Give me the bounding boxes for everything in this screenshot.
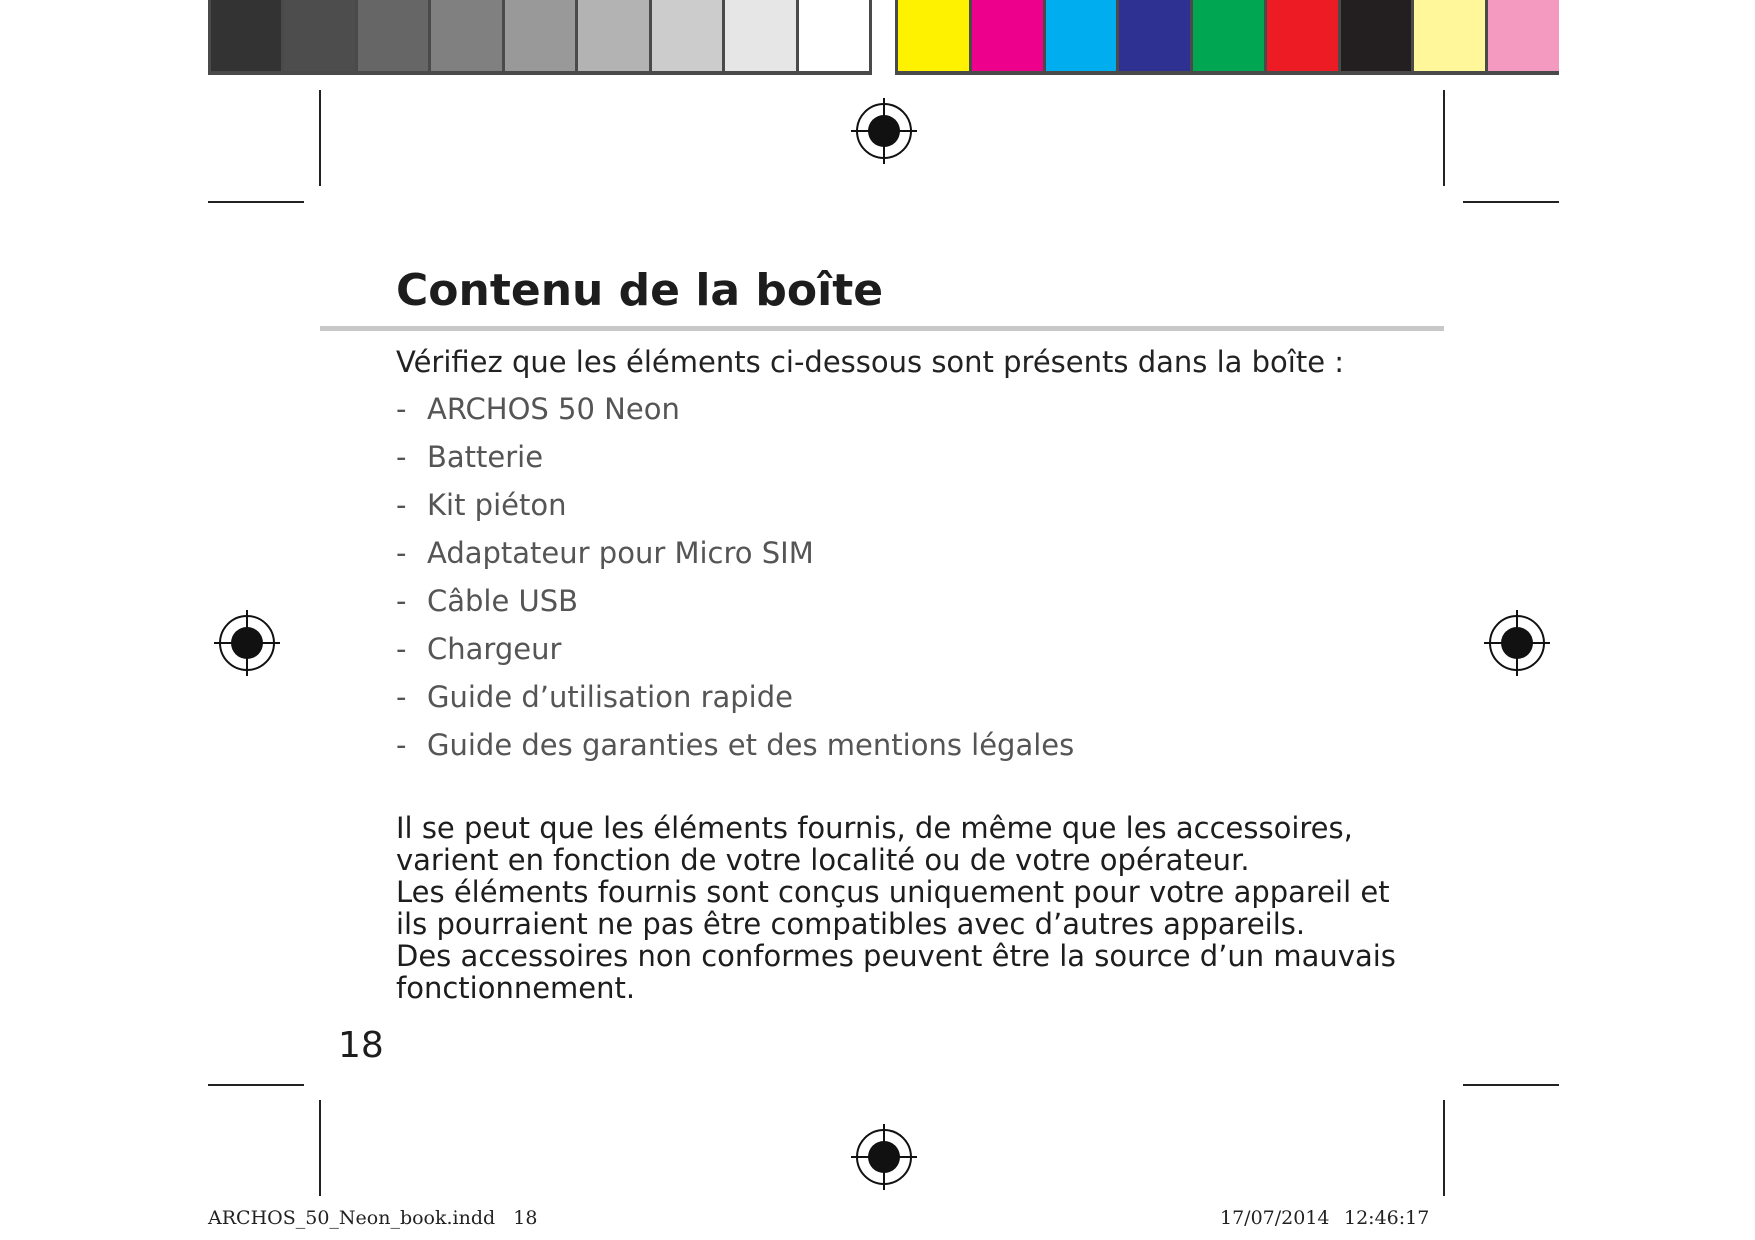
list-item-label: Kit piéton	[427, 488, 567, 522]
registration-mark-icon	[1484, 610, 1550, 676]
color-swatch	[1193, 0, 1264, 71]
color-swatch	[1488, 0, 1559, 71]
list-dash: -	[396, 392, 407, 426]
list-item-label: ARCHOS 50 Neon	[427, 392, 680, 426]
slug-date: 17/07/2014	[1220, 1207, 1330, 1229]
grayscale-calibration-bar	[208, 0, 872, 75]
list-item	[396, 536, 1074, 584]
registration-mark-icon	[214, 610, 280, 676]
list-dash: -	[396, 680, 407, 714]
gray-swatch	[725, 0, 795, 71]
list-dash: -	[396, 584, 407, 618]
box-contents-list	[396, 392, 1074, 776]
list-item	[396, 680, 1074, 728]
intro-text: Vérifiez que les éléments ci-dessous sont présents dans la boîte :	[396, 345, 1345, 379]
list-item-label: Guide des garanties et des mentions légales	[427, 728, 1075, 762]
gray-swatch	[578, 0, 648, 71]
list-item-label: Batterie	[427, 440, 544, 474]
list-dash: -	[396, 728, 407, 762]
color-swatch	[1267, 0, 1338, 71]
gray-swatch	[652, 0, 722, 71]
list-item	[396, 392, 1074, 440]
crop-mark	[319, 90, 321, 186]
color-swatch	[1046, 0, 1117, 71]
registration-mark-icon	[851, 1124, 917, 1190]
color-swatch	[1414, 0, 1485, 71]
list-item-label: Câble USB	[427, 584, 579, 618]
disclaimer-note	[396, 812, 1396, 1004]
list-dash: -	[396, 488, 407, 522]
gray-swatch	[211, 0, 281, 71]
note-paragraph: Les éléments fournis sont conçus uniquement pour votre appareil et ils pourraient ne pas être compatibles avec d’autres appareils.	[396, 875, 1390, 941]
list-item-label: Guide d’utilisation rapide	[427, 680, 793, 714]
note-paragraph: Des accessoires non conformes peuvent être la source d’un mauvais fonctionnement.	[396, 939, 1396, 1005]
gray-swatch	[431, 0, 501, 71]
note-paragraph: Il se peut que les éléments fournis, de même que les accessoires, varient en fonction de votre localité ou de votre opérateur.	[396, 811, 1353, 877]
gray-swatch	[799, 0, 869, 71]
list-item	[396, 488, 1074, 536]
gray-swatch	[284, 0, 354, 71]
slug-filename: ARCHOS_50_Neon_book.indd 18	[208, 1207, 538, 1229]
crop-mark	[1463, 1084, 1559, 1086]
crop-mark	[1463, 201, 1559, 203]
list-item	[396, 440, 1074, 488]
list-dash: -	[396, 632, 407, 666]
list-item-label: Chargeur	[427, 632, 562, 666]
color-swatch	[1341, 0, 1412, 71]
list-item	[396, 584, 1074, 632]
crop-mark	[208, 201, 304, 203]
slug-time: 12:46:17	[1344, 1207, 1430, 1229]
color-swatch	[972, 0, 1043, 71]
color-swatch	[1119, 0, 1190, 71]
crop-mark	[208, 1084, 304, 1086]
gray-swatch	[505, 0, 575, 71]
list-item-label: Adaptateur pour Micro SIM	[427, 536, 814, 570]
crop-mark	[1443, 1100, 1445, 1196]
color-swatch	[898, 0, 969, 71]
list-item	[396, 728, 1074, 776]
crop-mark	[1443, 90, 1445, 186]
list-item	[396, 632, 1074, 680]
color-calibration-bar	[895, 0, 1559, 75]
page-title: Contenu de la boîte	[396, 265, 884, 316]
list-dash: -	[396, 440, 407, 474]
title-divider	[320, 326, 1444, 331]
registration-mark-icon	[851, 98, 917, 164]
page-number: 18	[338, 1025, 384, 1066]
crop-mark	[319, 1100, 321, 1196]
list-dash: -	[396, 536, 407, 570]
gray-swatch	[358, 0, 428, 71]
